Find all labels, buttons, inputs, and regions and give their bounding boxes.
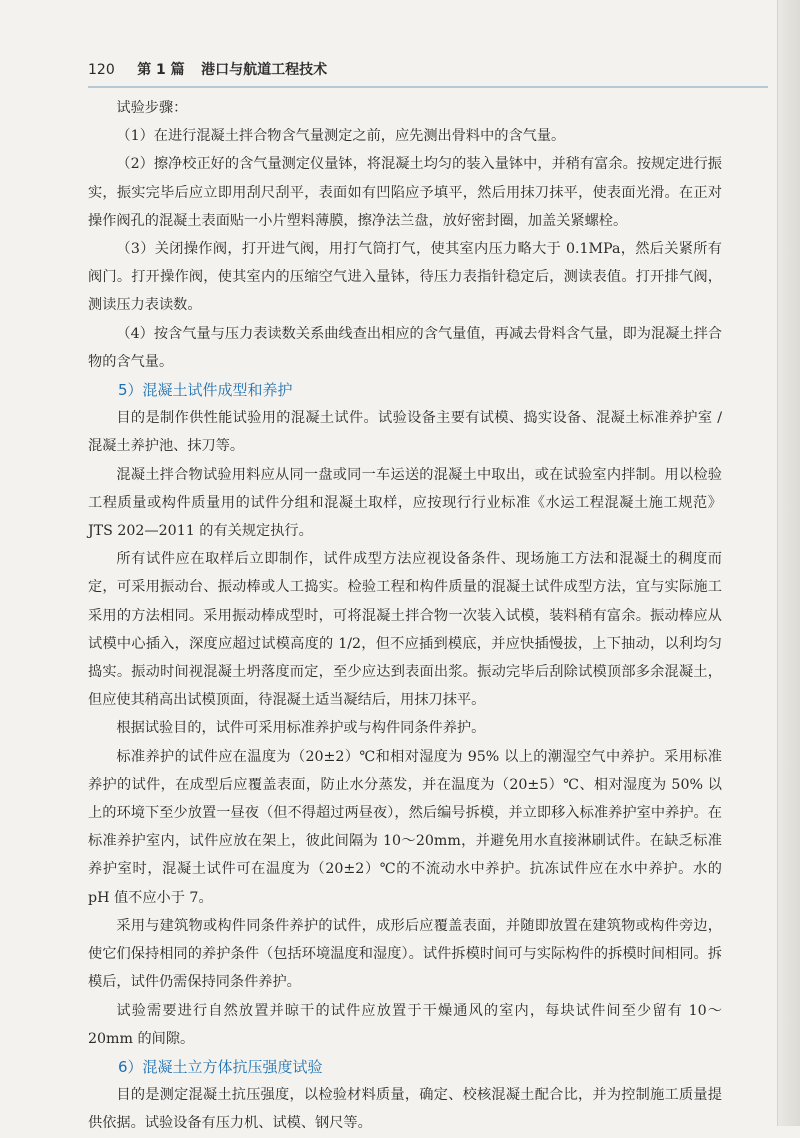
header-rule [88, 86, 768, 88]
section-heading: 6）混凝土立方体抗压强度试验 [118, 1057, 323, 1076]
section-heading: 5）混凝土试件成型和养护 [118, 381, 293, 400]
paragraph: （3）关闭操作阀，打开进气阀，用打气筒打气，使其室内压力略大于 0.1MPa，然后关紧所有阀门。打开操作阀，使其室内的压缩空气进入量钵，待压力表指针稳定后，测读表值。打开排气阀，测读压力表读数。 [88, 241, 722, 314]
paragraph: 混凝土拌合物试验用料应从同一盘或同一车运送的混凝土中取出，或在试验室内拌制。用以检验工程质量或构件质量用的试件分组和混凝土取样，应按现行行业标准《水运工程混凝土施工规范》JTS 202—2011 的有关规定执行。 [88, 466, 722, 540]
paragraph: 目的是制作供性能试验用的混凝土试件。试验设备主要有试模、捣实设备、混凝土标准养护室 / 混凝土养护池、抹刀等。 [88, 410, 722, 455]
part-label: 第 1 篇 [137, 62, 185, 78]
paragraph: （2）擦净校正好的含气量测定仪量钵，将混凝土均匀的装入量钵中，并稍有富余。按规定进行振实，振实完毕后应立即用刮尺刮平，表面如有凹陷应予填平，然后用抹刀抹平，使表面光滑。在正对操作阀孔的混凝土表面贴一小片塑料薄膜，擦净法兰盘，放好密封圈，加盖关紧螺栓。 [88, 156, 722, 229]
paragraph: 目的是测定混凝土抗压强度，以检验材料质量，确定、校核混凝土配合比，并为控制施工质量提供依据。试验设备有压力机、试模、钢尺等。 [88, 1087, 722, 1132]
paragraph: 标准养护的试件应在温度为（20±2）℃和相对湿度为 95% 以上的潮湿空气中养护。采用标准养护的试件，在成型后应覆盖表面，防止水分蒸发，并在温度为（20±5）℃、相对湿度为 50% 以上的环境下至少放置一昼夜（但不得超过两昼夜），然后编号拆模，并立即移入标准养护室中养护。在标准养护室内，试件应放在架上，彼此间隔为 10～20mm，并避免用水直接淋刷试件。在缺乏标准养护室时，混凝土试件可在温度为（20±2）℃的不流动水中养护。抗冻试件应在水中养护。水的 pH 值不应小于 7。 [88, 748, 722, 906]
page-body [88, 94, 722, 1138]
running-header [88, 58, 768, 82]
paragraph: 试验步骤： [116, 100, 188, 116]
paragraph: 试验需要进行自然放置并晾干的试件应放置于干燥通风的室内，每块试件间至少留有 10～20mm 的间隙。 [88, 1002, 722, 1047]
paragraph: （1）在进行混凝土拌合物含气量测定之前，应先测出骨料中的含气量。 [116, 128, 566, 145]
page-edge [777, 0, 800, 1126]
paragraph: 所有试件应在取样后立即制作，试件成型方法应视设备条件、现场施工方法和混凝土的稠度而定，可采用振动台、振动棒或人工捣实。检验工程和构件质量的混凝土试件成型方法，宜与实际施工采用的方法相同。采用振动棒成型时，可将混凝土拌合物一次装入试模，装料稍有富余。振动棒应从试模中心插入，深度应超过试模高度的 1/2，但不应插到模底，并应快插慢拔，上下抽动，以利均匀捣实。振动时间视混凝土坍落度而定，至少应达到表面出浆。振动完毕后刮除试模顶部多余混凝土，但应使其稍高出试模顶面，待混凝土适当凝结后，用抹刀抹平。 [88, 551, 722, 709]
page-number: 120 [88, 62, 115, 78]
paragraph: （4）按含气量与压力表读数关系曲线查出相应的含气量值，再减去骨料含气量，即为混凝土拌合物的含气量。 [88, 325, 722, 370]
chapter-title: 港口与航道工程技术 [201, 62, 328, 78]
paragraph: 根据试验目的，试件可采用标准养护或与构件同条件养护。 [116, 720, 486, 737]
paragraph: 采用与建筑物或构件同条件养护的试件，成形后应覆盖表面，并随即放置在建筑物或构件旁边，使它们保持相同的养护条件（包括环境温度和湿度）。试件拆模时间可与实际构件的拆模时间相同。拆模后，试件仍需保持同条件养护。 [88, 917, 722, 991]
